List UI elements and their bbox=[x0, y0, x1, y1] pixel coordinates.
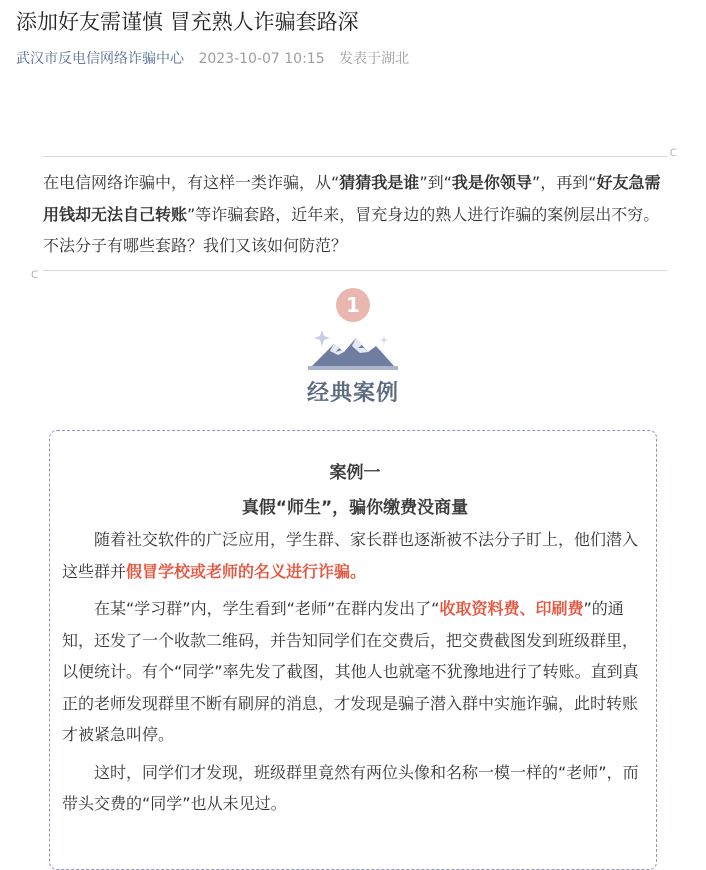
section-number-badge: 1 bbox=[336, 288, 370, 322]
case-paragraph-1: 随着社交软件的广泛应用，学生群、家长群也逐渐被不法分子盯上，他们潜入这些群并假冒学校或老师的名义进行诈骗。 bbox=[62, 530, 639, 581]
article-meta bbox=[16, 48, 409, 68]
article-title: 添加好友需谨慎 冒充熟人诈骗套路深 bbox=[16, 10, 359, 34]
section-title: 经典案例 bbox=[306, 381, 399, 406]
decor-quote-mark-icon: ᑕ bbox=[669, 148, 677, 159]
intro-block bbox=[31, 148, 677, 281]
article-location: 发表于湖北 bbox=[339, 51, 410, 67]
intro-top-divider bbox=[43, 156, 667, 157]
case-paragraph-3: 这时，同学们才发现，班级群里竟然有两位头像和名称一模一样的“老师”，而带头交费的“同学”也从未见过。 bbox=[62, 762, 639, 813]
mountain-icon bbox=[308, 326, 398, 370]
article-source-link[interactable]: 武汉市反电信网络诈骗中心 bbox=[16, 51, 184, 67]
intro-bottom-divider bbox=[43, 270, 667, 271]
case-paragraph-2: 在某“学习群”内，学生看到“老师”在群内发出了“收取资料费、印刷费”的通知，还发了一个收款二维码，并告知同学们在交费后，把交费截图发到班级群里，以便统计。有个“同学”率先发了截图，其他人也就毫不犹豫地进行了转账。直到真正的老师发现群里不断有刷屏的消息，才发现是骗子潜入群中实施诈骗，此时转账才被紧急叫停。 bbox=[62, 599, 639, 744]
article-datetime: 2023-10-07 10:15 bbox=[198, 51, 325, 67]
decor-quote-mark-icon: ᑕ bbox=[31, 269, 39, 281]
case-content bbox=[62, 456, 648, 820]
intro-paragraph: 在电信网络诈骗中，有这样一类诈骗，从“猜猜我是谁”到“我是你领导”，再到“好友急需用钱却无法自己转账”等诈骗套路，近年来，冒充身边的熟人进行诈骗的案例层出不穷。不法分子有哪些套路？我们又该如何防范？ bbox=[43, 173, 661, 255]
case-label: 案例一 bbox=[329, 463, 381, 483]
case-subtitle: 真假“师生”，骗你缴费没商量 bbox=[241, 498, 469, 518]
section-header bbox=[0, 288, 706, 407]
